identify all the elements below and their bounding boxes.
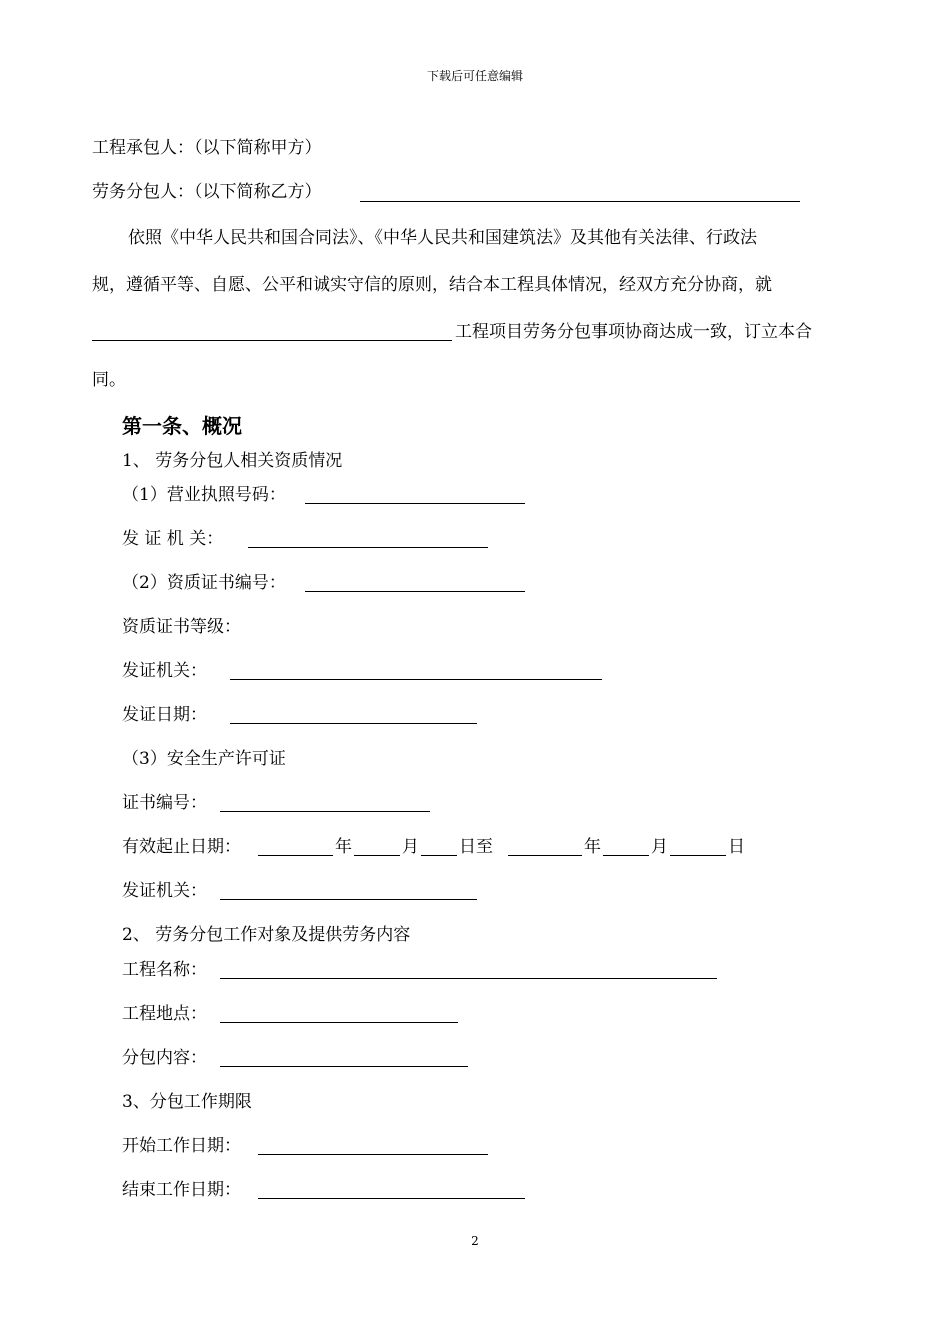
cert-no-label: （2）资质证书编号： [122,573,286,593]
section-1-heading: 1、 劳务分包人相关资质情况 [122,451,343,471]
license-label: （1）营业执照号码： [122,485,286,505]
safety-license-heading: （3）安全生产许可证 [122,749,286,769]
intro-line-2: 规，遵循平等、自愿、公平和诚实守信的原则，结合本工程具体情况，经双方充分协商，就 [92,275,772,295]
subcontractor-line: 劳务分包人：（以下简称乙方） [92,182,322,202]
end-date-label: 结束工作日期： [122,1180,241,1200]
end-year-label: 年 [584,837,601,857]
start-year-blank [258,855,333,856]
month-label: 月 [402,837,419,857]
cert-date-blank [230,723,477,724]
safety-issuer-label: 发证机关： [122,881,207,901]
end-month-blank [603,855,649,856]
article-title: 第一条、概况 [122,414,242,438]
sub-content-label: 分包内容： [122,1048,207,1068]
cert-no-blank [305,591,525,592]
project-name-label: 工程名称： [122,960,207,980]
license-blank [305,503,525,504]
issuer-label: 发 证 机 关： [122,529,224,549]
subcontractor-blank [360,201,800,202]
end-day-blank [670,855,726,856]
issuer-blank [248,547,488,548]
year-label: 年 [335,837,352,857]
project-name-blank [220,978,717,979]
start-date-blank [258,1154,488,1155]
end-day-label: 日 [728,837,745,857]
sub-content-blank [220,1066,468,1067]
project-site-label: 工程地点： [122,1004,207,1024]
cert-date-label: 发证日期： [122,705,207,725]
cert-level-label: 资质证书等级： [122,617,241,637]
safety-issuer-blank [220,899,477,900]
intro-line-4: 同。 [92,370,126,390]
contractor-line: 工程承包人：（以下简称甲方） [92,138,322,158]
valid-dates-label: 有效起止日期： [122,837,241,857]
cert-issuer-label: 发证机关： [122,661,207,681]
start-date-label: 开始工作日期： [122,1136,241,1156]
page-header: 下载后可任意编辑 [426,69,523,83]
intro-line-1: 依照《中华人民共和国合同法》、《中华人民共和国建筑法》及其他有关法律、行政法 [128,228,757,248]
start-month-blank [354,855,400,856]
start-day-blank [421,855,457,856]
section-3-heading: 3、分包工作期限 [122,1092,252,1112]
project-blank [92,340,452,341]
page-number: 2 [471,1234,479,1248]
safety-no-label: 证书编号： [122,793,207,813]
intro-line-3: 工程项目劳务分包事项协商达成一致，订立本合 [455,322,812,342]
end-month-label: 月 [651,837,668,857]
safety-no-blank [220,811,430,812]
cert-issuer-blank [230,679,602,680]
section-2-heading: 2、 劳务分包工作对象及提供劳务内容 [122,925,411,945]
to-label: 日至 [459,837,493,857]
end-date-blank [258,1198,525,1199]
end-year-blank [508,855,582,856]
project-site-blank [220,1022,458,1023]
